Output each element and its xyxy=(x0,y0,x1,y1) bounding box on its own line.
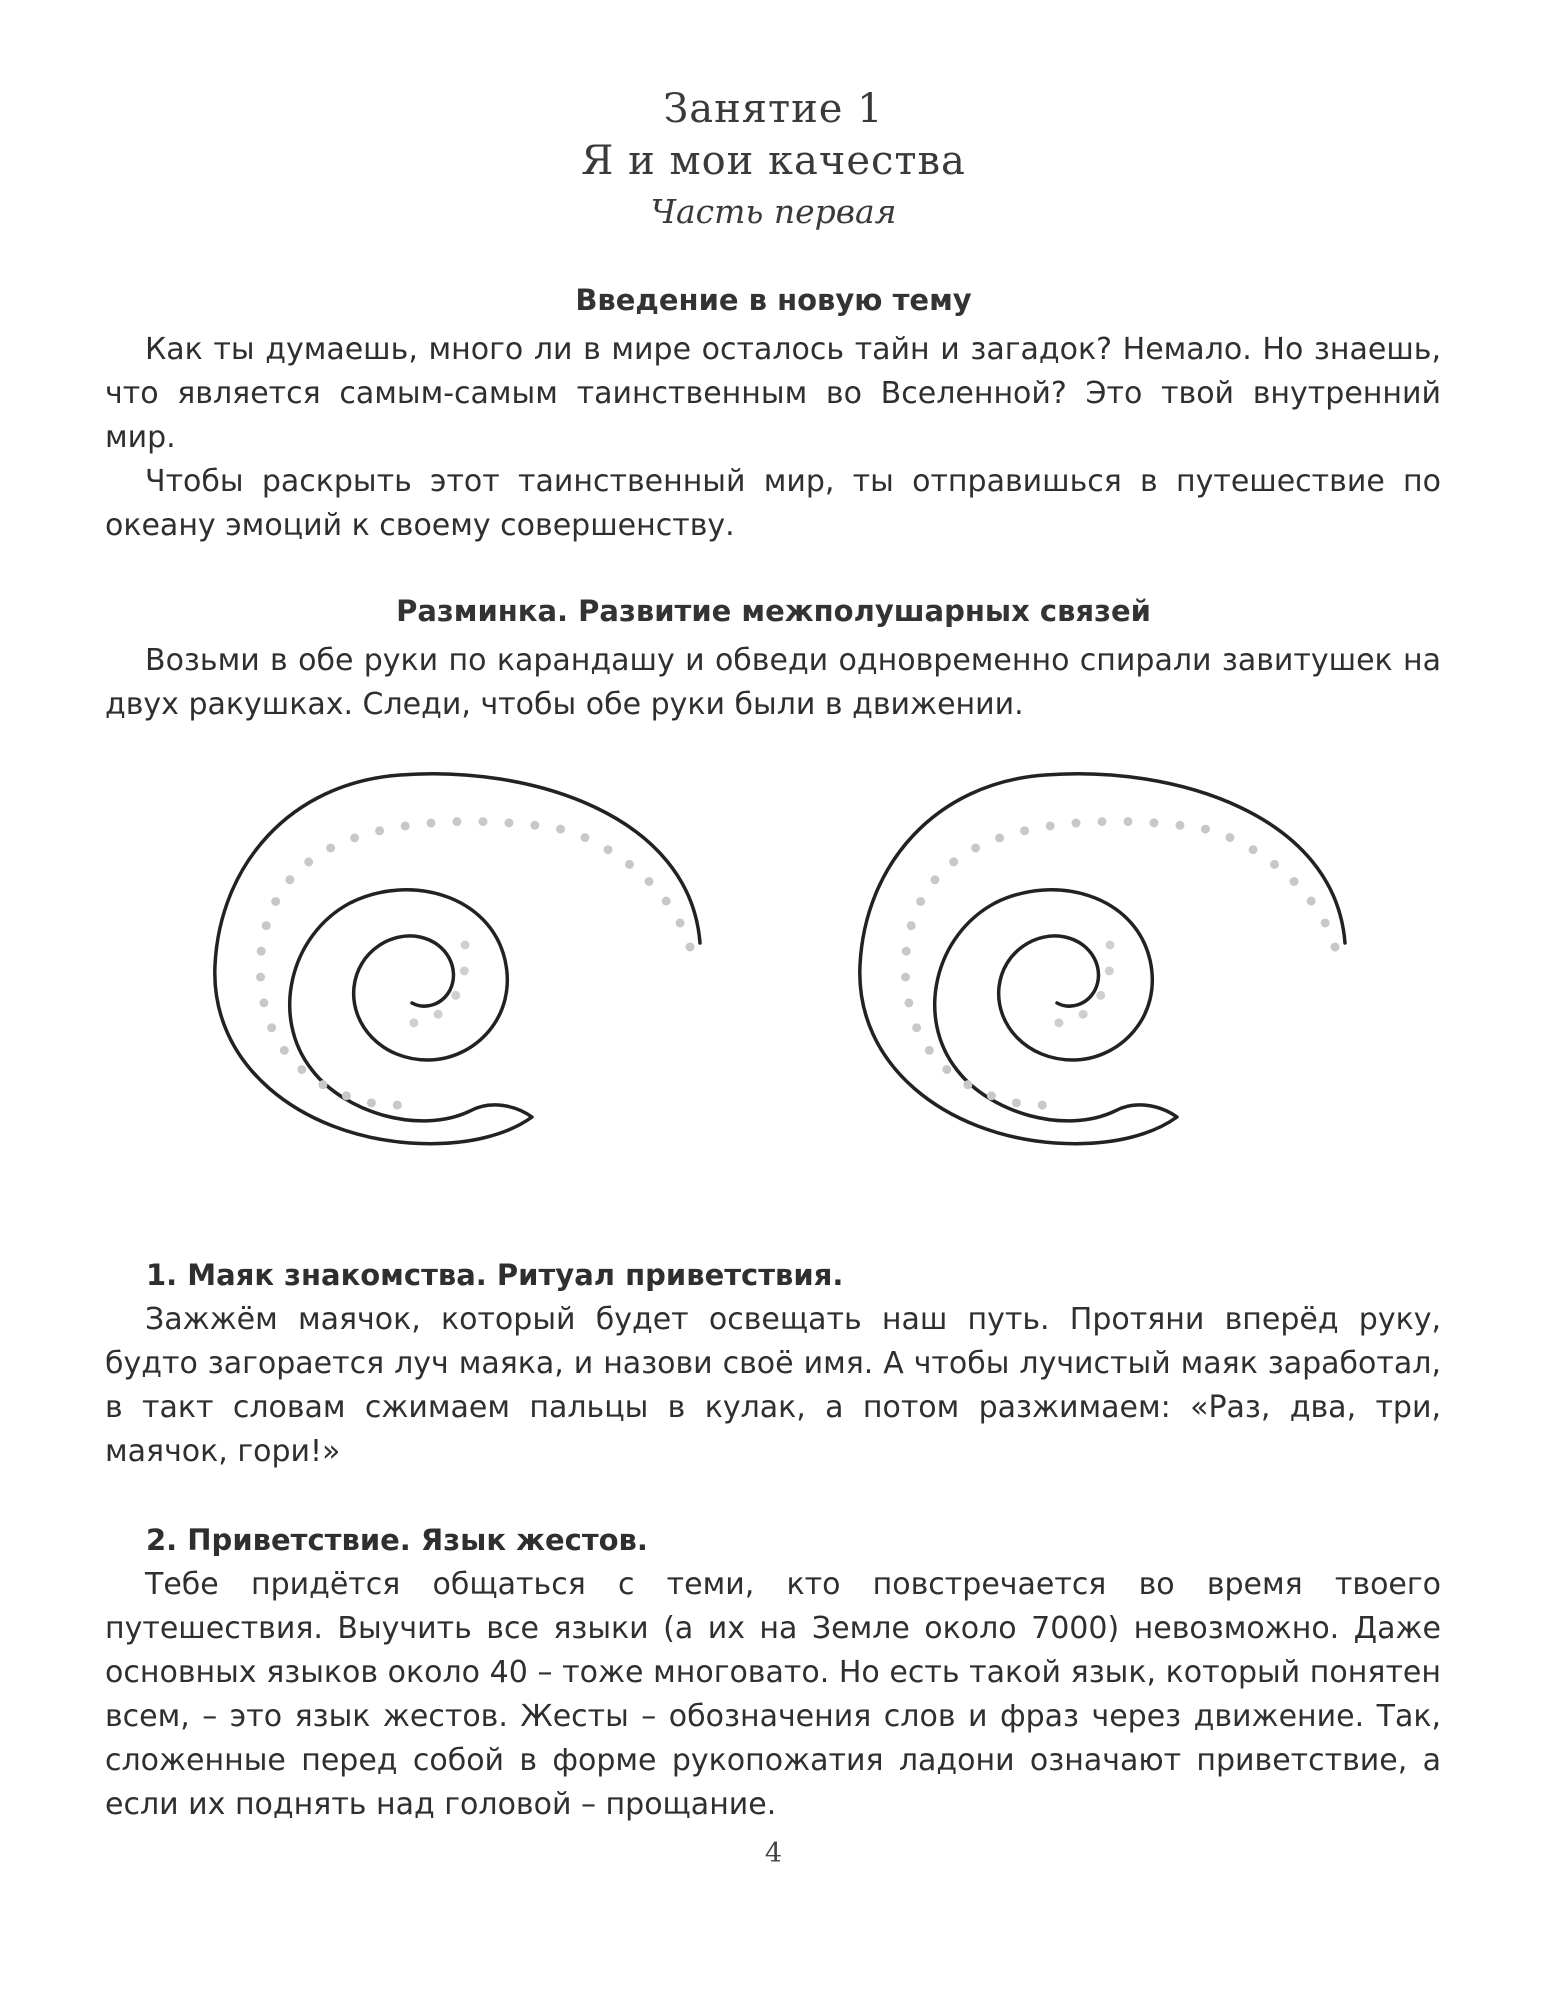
warmup-paragraph: Возьми в обе руки по карандашу и обведи одновременно спирали завитушек на двух ракушках. Следи, чтобы обе руки были в движении. xyxy=(105,643,1441,722)
section1-paragraph: Зажжём маячок, который будет освещать наш путь. Протяни вперёд руку, будто загорается луч маяка, и назови своё имя. А чтобы лучистый маяк заработал, в такт словам сжимаем пальцы в кулак, а потом разжимаем: «Раз, два, три, маячок, гори!» xyxy=(105,1302,1441,1469)
lesson-title: Занятие 1 xyxy=(663,86,884,132)
section1-heading: 1. Маяк знакомства. Ритуал приветствия. xyxy=(146,1258,844,1292)
right-shell-inner-dots xyxy=(1050,945,1111,1023)
right-shell-outline xyxy=(860,774,1345,1144)
page-number: 4 xyxy=(764,1838,783,1869)
left-shell xyxy=(215,774,700,1144)
left-shell-outline xyxy=(215,774,700,1144)
intro-heading: Введение в новую тему xyxy=(575,283,972,317)
intro-paragraph-1: Как ты думаешь, много ли в мире осталось тайн и загадок? Немало. Но знаешь, что является самым-самым таинственным во Вселенной? Это твой внутренний мир. xyxy=(105,332,1441,455)
section2-paragraph: Тебе придётся общаться с теми, кто повстречается во время твоего путешествия. Выучить все языки (а их на Земле около 7000) невозможно. Даже основных языков около 40 – тоже многовато. Но есть такой язык, который понятен всем, – это язык жестов. Жесты – обозначения слов и фраз через движение. Так, сложенные перед собой в форме рукопожатия ладони означают приветствие, а если их поднять над головой – прощание. xyxy=(105,1567,1441,1822)
warmup-heading: Разминка. Развитие межполушарных связей xyxy=(396,594,1151,628)
topic-title: Я и мои качества xyxy=(581,138,966,184)
left-shell-inner-dots xyxy=(405,945,466,1023)
intro-paragraph-2: Чтобы раскрыть этот таинственный мир, ты отправишься в путешествие по океану эмоций к своему совершенству. xyxy=(105,464,1441,543)
part-title: Часть первая xyxy=(650,192,897,231)
right-shell xyxy=(860,774,1345,1144)
left-shell-dotted-guide xyxy=(260,821,690,1105)
right-shell-dotted-guide xyxy=(905,821,1335,1105)
section2-heading: 2. Приветствие. Язык жестов. xyxy=(146,1523,648,1557)
shell-spirals-illustration xyxy=(0,755,1547,1175)
